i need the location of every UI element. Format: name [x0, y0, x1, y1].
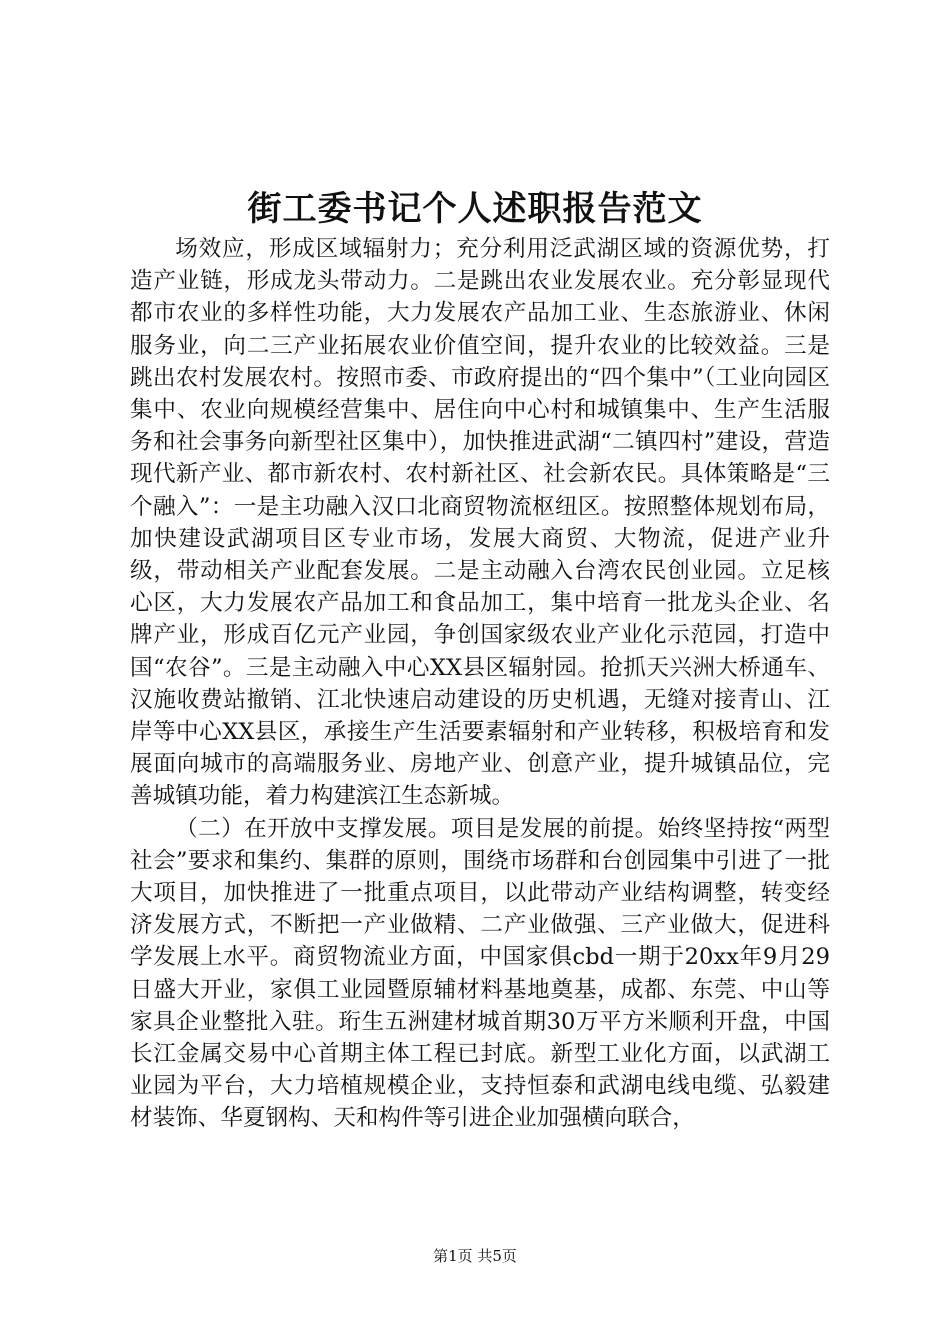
page-number-footer: 第1页 共5页	[433, 1247, 517, 1265]
paragraph: （二）在开放中支撑发展。项目是发展的前提。始终坚持按“两型社会”要求和集约、集群的原则，围绕市场群和台创园集中引进了一批大项目，加快推进了一批重点项目，以此带动产业结构调整，转变经济发展方式，不断把一产业做精、二产业做强、三产业做大，促进科学发展上水平。商贸物流业方面，中国家俱cbd一期于20xx年9月29日盛大开业，家俱工业园暨原辅材料基地奠基，成都、东莞、中山等家具企业整批入驻。珩生五洲建材城首期30万平方米顺利开盘，中国长江金属交易中心首期主体工程已封底。新型工业化方面，以武湖工业园为平台，大力培植规模企业，支持恒泰和武湖电线电缆、弘毅建材装饰、华夏钢构、天和构件等引进企业加强横向联合，	[130, 815, 830, 1132]
document-body	[130, 233, 830, 1135]
paragraph: 场效应，形成区域辐射力；充分利用泛武湖区域的资源优势，打造产业链，形成龙头带动力。二是跳出农业发展农业。充分彰显现代都市农业的多样性功能，大力发展农产品加工业、生态旅游业、休闲服务业，向二三产业拓展农业价值空间，提升农业的比较效益。三是跳出农村发展农村。按照市委、市政府提出的“四个集中”（工业向园区集中、农业向规模经营集中、居住向中心村和城镇集中、生产生活服务和社会事务向新型社区集中），加快推进武湖“二镇四村”建设，营造现代新产业、都市新农村、农村新社区、社会新农民。具体策略是“三个融入”：一是主功融入汉口北商贸物流枢纽区。按照整体规划布局，加快建设武湖项目区专业市场，发展大商贸、大物流，促进产业升级，带动相关产业配套发展。二是主动融入台湾农民创业园。立足核心区，大力发展农产品加工和食品加工，集中培育一批龙头企业、名牌产业，形成百亿元产业园，争创国家级农业产业化示范园，打造中国“农谷”。三是主动融入中心XX县区辐射园。抢抓天兴洲大桥通车、汉施收费站撤销、江北快速启动建设的历史机遇，无缝对接青山、江岸等中心XX县区，承接生产生活要素辐射和产业转移，积极培育和发展面向城市的高端服务业、房地产业、创意产业，提升城镇品位，完善城镇功能，着力构建滨江生态新城。	[130, 236, 830, 810]
document-title: 街工委书记个人述职报告范文	[247, 189, 703, 229]
